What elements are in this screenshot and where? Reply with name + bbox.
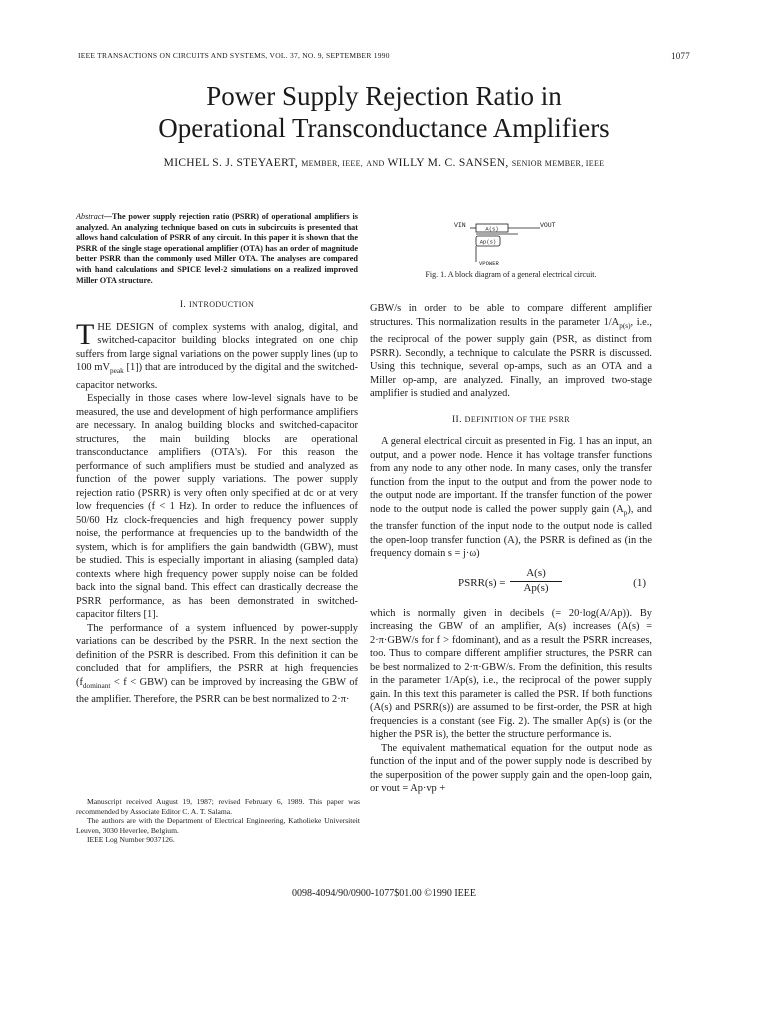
page-number: 1077: [671, 51, 690, 61]
vpower-label: VPOWER: [479, 260, 499, 267]
intro-paragraph-1: [76, 317, 358, 393]
footnote: [76, 797, 360, 845]
abstract-text: —The power supply rejection ratio (PSRR) of operational amplifiers is analyzed. An analyzing technique based on cuts in subcircuits is presented that allows hand calculation of PSRR of any circuit. In this paper it is shown that the PSRR of the single stage operational amplifier (OTA) has an order of magnitude better PSRR than the commonly used Miller OTA. The analyses are compared with hand calculations and SPICE level-2 simulations on a realized improved Miller OTA structure.: [76, 212, 358, 285]
title-line-2: Operational Transconductance Amplifiers: [158, 113, 610, 143]
intro-paragraph-2: Especially in those cases where low-level signals have to be measured, the use and development of high performance amplifiers are necessary. In analog building blocks and switched-capacitor structures, the main building blocks are operational transconductance amplifiers (OTA's). For this reason the performance of such amplifiers must be studied and analyzed as function of the power supply variations. The power supply rejection ratio (PSRR) is very often only specified at dc or at very low frequencies (f < 1 Hz). In order to reduce the influences of 50/60 Hz clock-frequencies and high frequency power supply noise, the performance at frequencies up to the bandwidth of the system, which is for amplifiers the gain bandwidth (GBW), must be studied. This is especially important in aliasing (sampled data) contexts where high frequency power supply noise can be folded back into the signal band. This effect can drastically decrease the PSRR performance, as has been demonstrated in switched-capacitor filters [1].: [76, 393, 358, 621]
right-paragraph-2: [370, 435, 652, 561]
intro-paragraph-3: [76, 622, 358, 707]
equation-denominator: Ap(s): [523, 582, 549, 595]
a-block-label: A(s): [485, 225, 499, 233]
running-head: [78, 51, 690, 65]
author-1: MICHEL S. J. STEYAERT,: [163, 157, 299, 169]
footnote-affiliation: The authors are with the Department of Electrical Engineering, Katholieke Universiteit Leuven, 3030 Heverlee, Belgium.: [76, 816, 360, 835]
right-paragraph-4: The equivalent mathematical equation for the output node as function of the input and of the power supply node is described by the superposition of the power supply gain and the open-loop gain, or vout = Ap·vp +: [370, 742, 652, 795]
right-column: [370, 302, 652, 796]
title-line-1: Power Supply Rejection Ratio in: [206, 81, 562, 111]
figure-1-diagram: [450, 218, 590, 270]
author-2: WILLY M. C. SANSEN,: [387, 157, 509, 169]
author-connector: AND: [366, 159, 385, 168]
section-2-heading: [370, 413, 652, 428]
section-2-numeral: II.: [451, 414, 462, 425]
right-paragraph-3: which is normally given in decibels (= 20·log(A/Ap)). By increasing the GBW of an amplifier, A(s) increases (A(s) = 2·π·GBW/s for f > fdominant), and as a result the PSRR increases, too. Thus to compare different amplifier structures, the PSRR can be best normalized to 2·π·GBW/s. From the definition, this results in the parameter 1/Ap(s), i.e., the reciprocal of the power supply gain. In this text this parameter is called the PSR. If both functions (A(s) and PSRR(s)) are assumed to be first-order, the PSR at high frequencies is a constant (see Fig. 2). The smaller Ap(s) is (or the higher the PSR is), the better the structure performance is.: [370, 607, 652, 741]
equation-number: (1): [633, 576, 646, 589]
left-column: [76, 212, 358, 707]
intro-p3-sub: dominant: [82, 681, 111, 690]
right-p1-text-b: , i.e., the reciprocal of the power supply gain (PSR, as distinct from PSRR). Secondly, a technique to calculate the PSRR is discussed. Using this technique, several op-amps, such as an OTA and a Miller op-amp, are analyzed. Finally, an improved two-stage amplifier is studied and analyzed.: [370, 316, 652, 400]
section-1-heading: [76, 298, 358, 313]
section-1-numeral: I.: [179, 300, 187, 311]
equation-1: [370, 567, 652, 601]
intro-p3-text-b: < f < GBW) can be improved by increasing the GBW of the amplifier. Therefore, the PSRR can be best normalized to 2·π·: [76, 676, 358, 706]
intro-p1-sub: peak: [110, 367, 124, 376]
right-p2-sub: p: [623, 508, 628, 517]
paper-title: [40, 80, 728, 144]
intro-p1-text: HE DESIGN of complex systems with analog, digital, and switched-capacitor building blocks integrated on one chip suffers from large signal variations on the power supply lines (up to 100 mV: [76, 321, 358, 374]
right-p2-text-a: A general electrical circuit as presented in Fig. 1 has an input, an output, and a power node. Hence it has voltage transfer functions from any node to any other node. In many cases, only the transfer function from the input to the output and from the power node to the output node are important. If the transfer function of the power node to the output node is called the power supply gain (A: [370, 436, 652, 515]
footnote-log-number: IEEE Log Number 9037126.: [87, 835, 175, 845]
equation-lhs: PSRR(s) =: [458, 576, 506, 589]
abstract: [76, 212, 358, 286]
intro-p3-text-a: The performance of a system influenced by power-supply variations can be described by the PSRR. In the next section the definition of the PSRR is described. From this definition it can be concluded that for amplifiers, the PSRR at high frequencies (f: [76, 622, 358, 688]
figure-1-caption: Fig. 1. A block diagram of a general electrical circuit.: [425, 270, 597, 279]
right-p2-text-b: ), and the transfer function of the input node to the output node is called the open-loop transfer function (A), the PSRR is defined as (in the frequency domain s = j·ω): [370, 503, 652, 560]
vout-label: VOUT: [540, 222, 556, 229]
ap-block-label: Ap(s): [479, 238, 497, 246]
right-paragraph-1: [370, 302, 652, 401]
abstract-label: Abstract: [76, 212, 104, 221]
right-p1-sub: p(s): [619, 321, 631, 330]
author-line: [40, 157, 728, 169]
equation-numerator: A(s): [510, 567, 562, 583]
section-1-name: INTRODUCTION: [188, 300, 255, 310]
author-1-role: MEMBER, IEEE,: [301, 159, 364, 168]
footnote-received: Manuscript received August 19, 1987; revised February 6, 1989. This paper was recommended by Associate Editor C. A. T. Salama.: [76, 797, 360, 816]
intro-p1-end: [1]) that are introduced by the digital and the switched-capacitor networks.: [76, 362, 358, 391]
right-p1-text-a: GBW/s in order to be able to compare different amplifier structures. This normalization results in the parameter 1/A: [370, 303, 652, 328]
author-2-role: SENIOR MEMBER, IEEE: [511, 159, 605, 168]
journal-citation: IEEE TRANSACTIONS ON CIRCUITS AND SYSTEMS, VOL. 37, NO. 9, SEPTEMBER 1990: [78, 51, 390, 60]
copyright-line: 0098-4094/90/0900-1077$01.00 ©1990 IEEE: [292, 888, 476, 899]
vin-label: VIN: [454, 222, 466, 229]
section-2-name: DEFINITION OF THE PSRR: [464, 414, 570, 424]
equation-fraction: [510, 567, 562, 596]
drop-cap: T: [76, 317, 95, 351]
